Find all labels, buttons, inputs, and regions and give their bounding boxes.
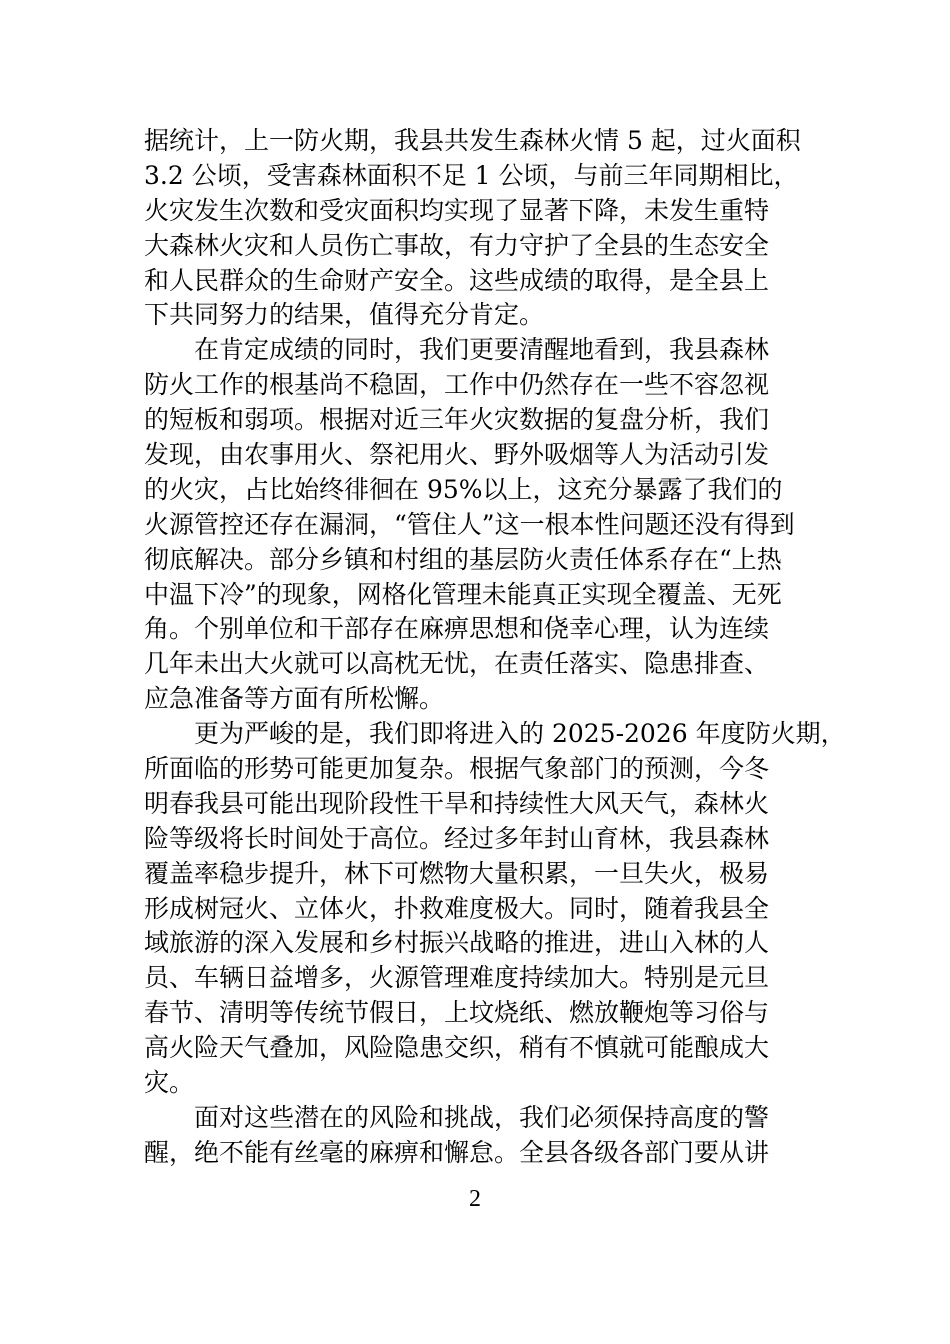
text-line: 灾。 — [144, 1068, 195, 1098]
text-line: 应急准备等方面有所松懈。 — [144, 684, 445, 714]
text-line: 所面临的形势可能更加复杂。根据气象部门的预测，今冬 — [144, 754, 770, 784]
text-line: 火灾发生次数和受灾面积均实现了显著下降，未发生重特 — [144, 195, 770, 225]
text-line: 据统计，上一防火期，我县共发生森林火情 5 起，过火面积 — [144, 126, 801, 155]
text-line: 高火险天气叠加，风险隐患交织，稍有不慎就可能酿成大 — [144, 1033, 770, 1063]
text-line: 几年未出大火就可以高枕无忧，在责任落实、隐患排查、 — [144, 649, 770, 679]
text-line: 3.2 公顷，受害森林面积不足 1 公顷，与前三年同期相比， — [144, 160, 799, 190]
text-line: 明春我县可能出现阶段性干旱和持续性大风天气，森林火 — [144, 788, 770, 818]
paragraph — [144, 124, 814, 333]
page-number: 2 — [469, 1186, 481, 1212]
text-line: 发现，由农事用火、祭祀用火、野外吸烟等人为活动引发 — [144, 440, 770, 470]
text-line: 的火灾，占比始终徘徊在 95%以上，这充分暴露了我们的 — [144, 474, 783, 504]
paragraph — [144, 333, 814, 717]
text-line: 险等级将长时间处于高位。经过多年封山育林，我县森林 — [144, 823, 770, 853]
text-line: 角。个别单位和干部存在麻痹思想和侥幸心理，认为连续 — [144, 614, 770, 644]
text-line: 醒，绝不能有丝毫的麻痹和懈怠。全县各级各部门要从讲 — [144, 1137, 770, 1167]
body-text — [144, 124, 846, 1171]
text-line: 覆盖率稳步提升，林下可燃物大量积累，一旦失火，极易 — [144, 858, 770, 888]
text-line: 下共同努力的结果，值得充分肯定。 — [144, 300, 545, 330]
text-line: 员、车辆日益增多，火源管理难度持续加大。特别是元旦 — [144, 963, 770, 993]
text-line: 的短板和弱项。根据对近三年火灾数据的复盘分析，我们 — [144, 405, 770, 435]
paragraph — [144, 717, 846, 1101]
text-line: 大森林火灾和人员伤亡事故，有力守护了全县的生态安全 — [144, 230, 770, 260]
text-line: 在肯定成绩的同时，我们更要清醒地看到，我县森林 — [194, 335, 770, 365]
text-line: 中温下冷”的现象，网格化管理未能真正实现全覆盖、无死 — [144, 579, 782, 609]
text-line: 春节、清明等传统节假日，上坟烧纸、燃放鞭炮等习俗与 — [144, 998, 770, 1028]
paragraph — [144, 1101, 814, 1171]
text-line: 域旅游的深入发展和乡村振兴战略的推进，进山入林的人 — [144, 928, 770, 958]
text-line: 面对这些潜在的风险和挑战，我们必须保持高度的警 — [194, 1102, 770, 1132]
text-line: 彻底解决。部分乡镇和村组的基层防火责任体系存在“上热 — [144, 544, 782, 574]
text-line: 更为严峻的是，我们即将进入的 2025-2026 年度防火期， — [194, 719, 846, 749]
text-line: 和人民群众的生命财产安全。这些成绩的取得，是全县上 — [144, 265, 770, 295]
text-line: 火源管控还存在漏洞，“管住人”这一根本性问题还没有得到 — [144, 509, 795, 539]
text-line: 形成树冠火、立体火，扑救难度极大。同时，随着我县全 — [144, 893, 770, 923]
text-line: 防火工作的根基尚不稳固，工作中仍然存在一些不容忽视 — [144, 370, 770, 400]
